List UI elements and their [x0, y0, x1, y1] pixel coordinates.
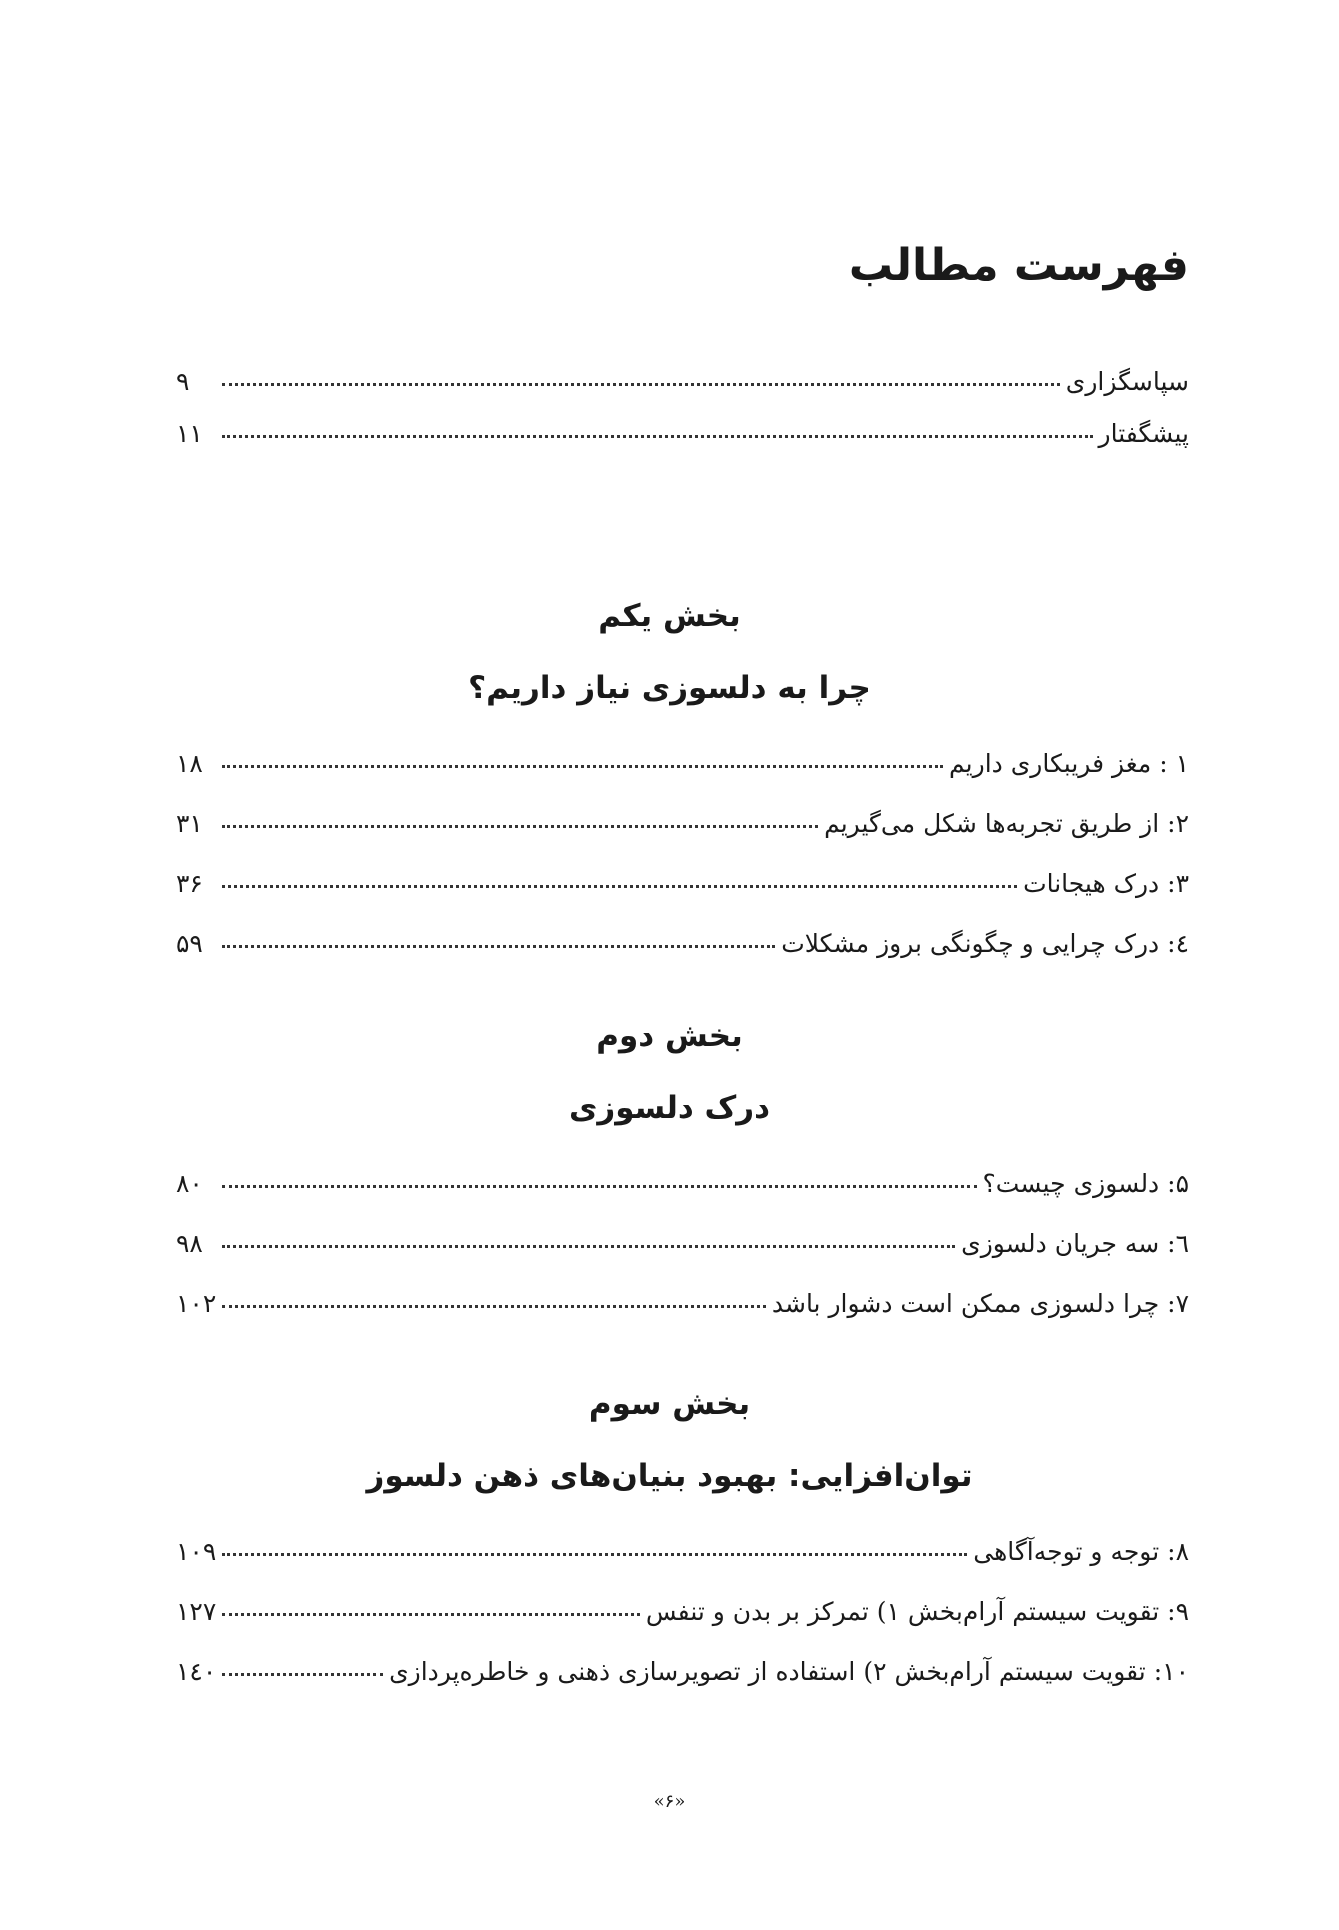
toc-entry-label: ۹: تقویت سیستم آرام‌بخش ۱) تمرکز بر بدن و تنفس: [645, 1597, 1189, 1626]
toc-page-number: ۳۱: [176, 809, 203, 838]
footer-page-number: «۶»: [653, 1791, 686, 1812]
toc-entry-chapter-6[interactable]: [176, 1220, 1189, 1268]
dot-leader: [222, 1673, 383, 1676]
toc-entry-acknowledgements[interactable]: [176, 358, 1189, 406]
toc-page-number: ۳۶: [176, 869, 203, 898]
part-title: درک دلسوزی: [568, 1090, 771, 1126]
dot-leader: [222, 825, 818, 828]
toc-entry-chapter-3[interactable]: [176, 860, 1189, 908]
part-title: چرا به دلسوزی نیاز داریم؟: [468, 670, 871, 706]
toc-page-number: ۱۱: [176, 419, 203, 448]
toc-page-number: ۱۰۲: [176, 1289, 217, 1318]
part-title: توان‌افزایی: بهبود بنیان‌های ذهن دلسوز: [366, 1458, 973, 1494]
toc-entry-label: ۵: دلسوزی چیست؟: [982, 1169, 1189, 1198]
toc-entry-label: ٦: سه جریان دلسوزی: [961, 1229, 1189, 1258]
toc-page-number: ۹۸: [176, 1229, 203, 1258]
dot-leader: [222, 1305, 766, 1308]
toc-page-number: ۸۰: [176, 1169, 203, 1198]
page-title: فهرست مطالب: [848, 240, 1189, 291]
toc-entry-preface[interactable]: [176, 410, 1189, 458]
part-label: بخش سوم: [588, 1386, 751, 1422]
toc-entry-chapter-4[interactable]: [176, 920, 1189, 968]
toc-entry-chapter-7[interactable]: [176, 1280, 1189, 1328]
toc-entry-label: ٤: درک چرایی و چگونگی بروز مشکلات: [781, 929, 1189, 958]
toc-entry-chapter-9[interactable]: [176, 1588, 1189, 1636]
toc-entry-label: سپاسگزاری: [1065, 367, 1189, 396]
toc-entry-label: ۷: چرا دلسوزی ممکن است دشوار باشد: [771, 1289, 1189, 1318]
toc-page-number: ۵۹: [176, 929, 203, 958]
toc-entry-chapter-1[interactable]: [176, 740, 1189, 788]
toc-page-number: ۱٤۰: [176, 1657, 217, 1686]
toc-entry-label: پیشگفتار: [1098, 419, 1189, 448]
toc-entry-label: ۳: درک هیجانات: [1023, 869, 1189, 898]
toc-entry-label: ۱۰: تقویت سیستم آرام‌بخش ۲) استفاده از تصویرسازی ذهنی و خاطره‌پردازی: [389, 1657, 1189, 1686]
toc-page-number: ۱۲۷: [176, 1597, 217, 1626]
toc-page-number: ۱۸: [176, 749, 203, 778]
dot-leader: [222, 435, 1093, 438]
dot-leader: [222, 1185, 977, 1188]
dot-leader: [222, 1245, 955, 1248]
dot-leader: [222, 383, 1060, 386]
dot-leader: [222, 885, 1017, 888]
toc-entry-chapter-2[interactable]: [176, 800, 1189, 848]
toc-entry-label: ۸: توجه و توجه‌آگاهی: [973, 1537, 1189, 1566]
dot-leader: [222, 945, 775, 948]
toc-entry-label: ۱ : مغز فریبکاری داریم: [949, 749, 1189, 778]
part-label: بخش دوم: [596, 1018, 743, 1054]
toc-entry-label: ۲: از طریق تجربه‌ها شکل می‌گیریم: [824, 809, 1189, 838]
toc-entry-chapter-8[interactable]: [176, 1528, 1189, 1576]
toc-entry-chapter-10[interactable]: [176, 1648, 1189, 1696]
part-label: بخش یکم: [598, 598, 741, 634]
dot-leader: [222, 1553, 967, 1556]
toc-page-number: ۹: [176, 367, 190, 396]
dot-leader: [222, 1613, 640, 1616]
dot-leader: [222, 765, 943, 768]
toc-entry-chapter-5[interactable]: [176, 1160, 1189, 1208]
toc-page-number: ۱۰۹: [176, 1537, 217, 1566]
